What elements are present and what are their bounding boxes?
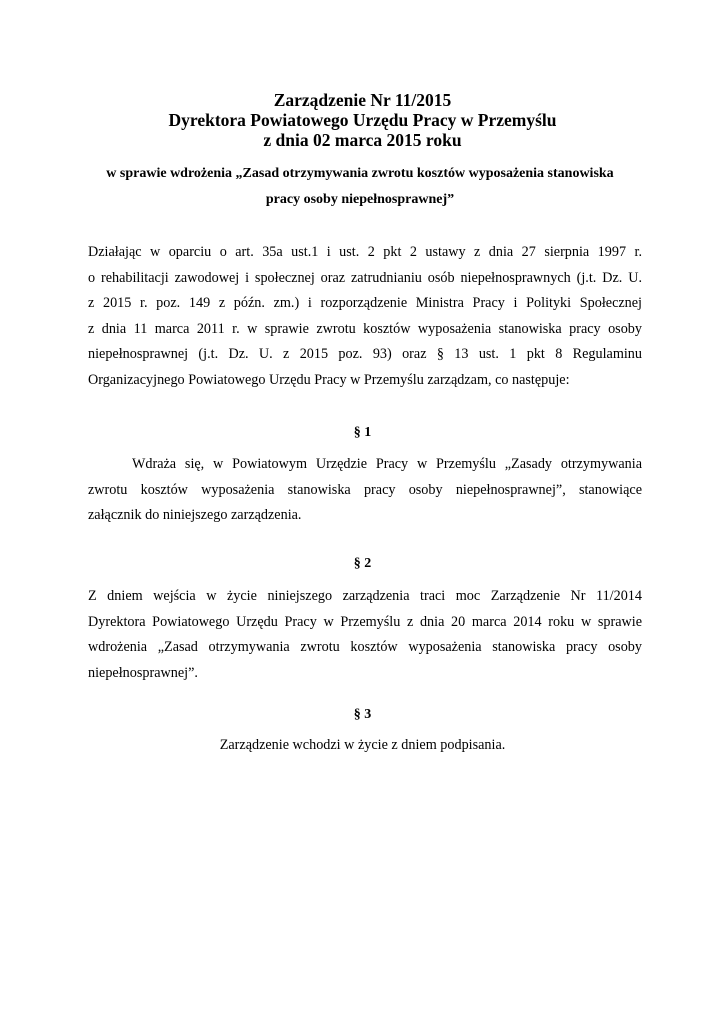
preamble-line: niepełnosprawnej (j.t. Dz. U. z 2015 poz. 93) oraz § 13 ust. 1 pkt 8 Regulaminu [88,346,642,363]
section-3-heading: § 3 [353,707,372,722]
section-1-line: zwrotu kosztów wyposażenia stanowiska pracy osoby niepełnosprawnej”, stanowiące [88,481,642,498]
document-title-number: Zarządzenie Nr 11/2015 [273,90,452,110]
document-subject-line-2: pracy osoby niepełnosprawnej” [265,192,455,207]
section-2-line: niepełnosprawnej”. [88,664,198,681]
section-1-line: załącznik do niniejszego zarządzenia. [88,507,302,524]
section-1-paragraph [88,452,642,529]
section-2-line: Z dniem wejścia w życie niniejszego zarządzenia traci moc Zarządzenie Nr 11/2014 [88,588,642,604]
section-2-line: Dyrektora Powiatowego Urzędu Pracy w Przemyślu z dnia 20 marca 2014 roku w sprawie [88,613,642,630]
document-subject-line-1: w sprawie wdrożenia „Zasad otrzymywania zwrotu kosztów wyposażenia stanowiska [106,166,614,181]
preamble-line: Działając w oparciu o art. 35a ust.1 i ust. 2 pkt 2 ustawy z dnia 27 sierpnia 1997 r. [88,244,642,260]
preamble-line: Organizacyjnego Powiatowego Urzędu Pracy w Przemyślu zarządzam, co następuje: [88,371,570,388]
document-title-date: z dnia 02 marca 2015 roku [263,130,462,150]
section-2-line: wdrożenia „Zasad otrzymywania zwrotu kosztów wyposażenia stanowiska pracy osoby [88,639,642,656]
section-2-heading: § 2 [353,556,372,571]
section-2-paragraph [88,584,642,686]
document-title-issuer: Dyrektora Powiatowego Urzędu Pracy w Przemyślu [168,110,557,130]
preamble-line: z 2015 r. poz. 149 z późn. zm.) i rozporządzenie Ministra Pracy i Polityki Społecznej [88,295,642,312]
section-3-text: Zarządzenie wchodzi w życie z dniem podpisania. [219,737,506,753]
preamble-paragraph [88,240,642,394]
section-1-heading: § 1 [353,425,372,440]
preamble-line: o rehabilitacji zawodowej i społecznej oraz zatrudnianiu osób niepełnosprawnych (j.t. Dz. U. [88,269,642,286]
preamble-line: z dnia 11 marca 2011 r. w sprawie zwrotu kosztów wyposażenia stanowiska pracy osoby [88,320,642,337]
section-1-line: Wdraża się, w Powiatowym Urzędzie Pracy w Przemyślu „Zasady otrzymywania [132,456,642,472]
